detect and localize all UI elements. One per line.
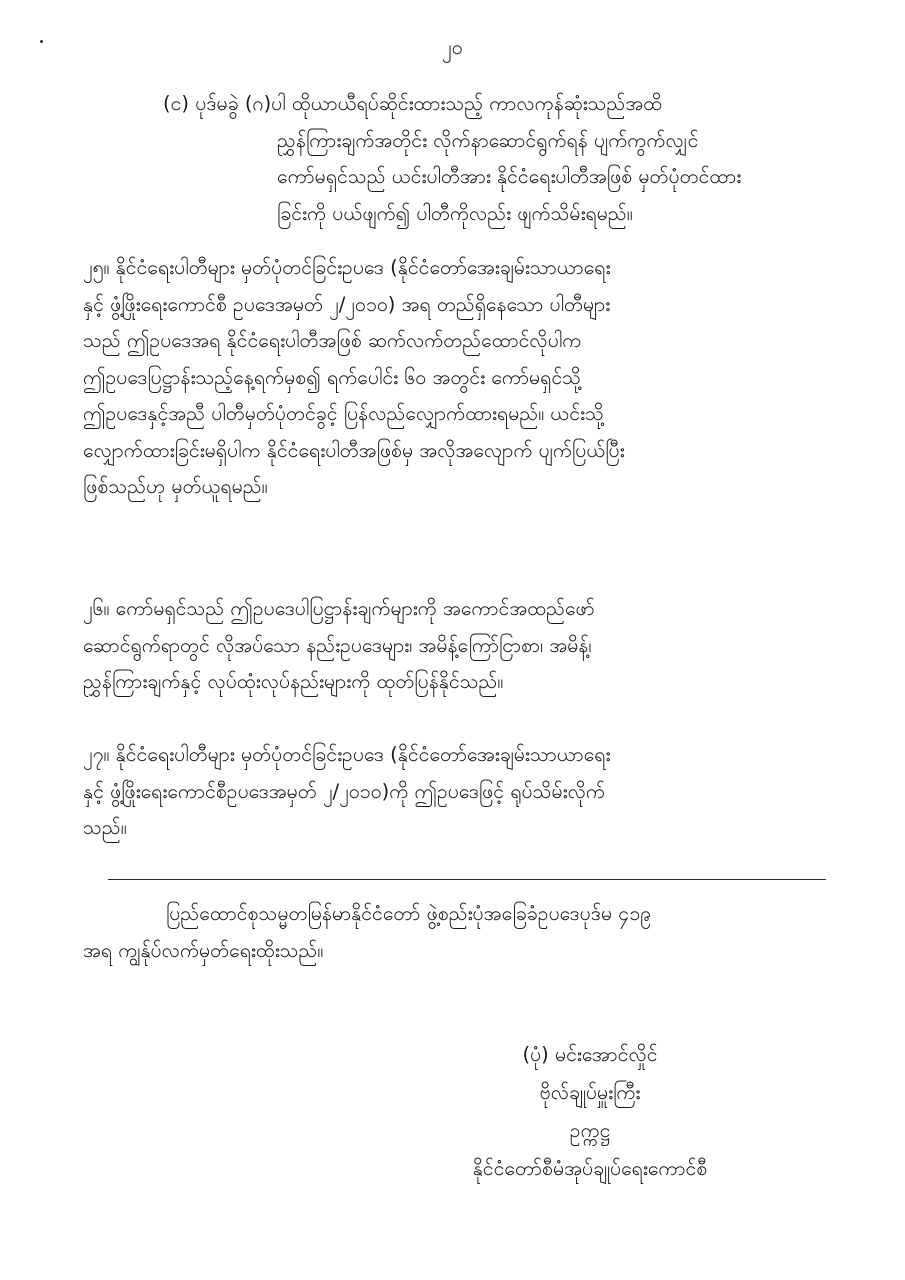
section-25-line-4: ဤဥပဒေပြဋ္ဌာန်းသည့်နေ့ရက်မှစ၍ ရက်ပေါင်း ၆၀ အတွင်း ကော်မရှင်သို့ xyxy=(83,365,582,389)
section-27-line-2: နှင့် ဖွံ့ဖြိုးရေးကောင်စီဥပဒေအမှတ် ၂/၂၀၁၀)ကို ဤဥပဒေဖြင့် ရုပ်သိမ်းလိုက် xyxy=(83,779,605,803)
section-25-line-6: လျှောက်ထားခြင်းမရှိပါက နိုင်ငံရေးပါတီအဖြစ်မှ အလိုအလျောက် ပျက်ပြယ်ပြီး xyxy=(83,438,625,462)
clause-c-line-3: ကော်မရှင်သည် ယင်းပါတီအား နိုင်ငံရေးပါတီအဖြစ် မှတ်ပုံတင်ထား xyxy=(277,165,742,188)
clause-c-line-1: (င) ပုဒ်မခွဲ (ဂ)ပါ ထိုယာယီရပ်ဆိုင်းထားသည့် ကာလကုန်ဆုံးသည်အထိ xyxy=(163,92,663,115)
section-27-line-3: သည်။ xyxy=(83,816,127,839)
clause-c-line-4: ခြင်းကို ပယ်ဖျက်၍ ပါတီကိုလည်း ဖျက်သိမ်းရမည်။ xyxy=(277,201,633,225)
signature-block xyxy=(440,1036,740,1188)
section-27 xyxy=(83,737,827,847)
clause-c xyxy=(83,86,827,232)
section-26-line-2: ဆောင်ရွက်ရာတွင် လိုအပ်သော နည်းဥပဒေများ၊ အမိန့်ကြော်ငြာစာ၊ အမိန့်၊ xyxy=(83,633,592,657)
section-25-line-5: ဤဥပဒေနှင့်အညီ ပါတီမှတ်ပုံတင်ခွင့် ပြန်လည်လျှောက်ထားရမည်။ ယင်းသို့ xyxy=(83,402,604,425)
section-27-line-1: ၂၇။ နိုင်ငံရေးပါတီများ မှတ်ပုံတင်ခြင်းဥပဒေ (နိုင်ငံတော်အေးချမ်းသာယာရေး xyxy=(83,743,611,766)
signatory-title: ဥက္ကဋ္ဌ xyxy=(569,1119,611,1142)
enactment-line-2: အရ ကျွန်ုပ်လက်မှတ်ရေးထိုးသည်။ xyxy=(83,938,324,962)
section-25-line-1: ၂၅။ နိုင်ငံရေးပါတီများ မှတ်ပုံတင်ခြင်းဥပဒေ (နိုင်ငံတော်အေးချမ်းသာယာရေး xyxy=(83,256,611,279)
signed-name: (ပုံ) မင်းအောင်လှိုင် xyxy=(522,1043,658,1066)
section-25-line-3: သည် ဤဥပဒေအရ နိုင်ငံရေးပါတီအဖြစ် ဆက်လက်တည်ထောင်လိုပါက xyxy=(83,329,582,352)
section-25 xyxy=(83,250,827,506)
section-26 xyxy=(83,591,827,701)
signatory-organization: နိုင်ငံတော်စီမံအုပ်ချုပ်ရေးကောင်စီ xyxy=(472,1157,708,1180)
enactment-line-1: ပြည်ထောင်စုသမ္မတမြန်မာနိုင်ငံတော် ဖွဲ့စည်းပုံအခြေခံဥပဒေပုဒ်မ ၄၁၉ xyxy=(166,902,652,925)
page-number: ၂၀ xyxy=(441,35,464,59)
enactment-statement xyxy=(83,896,827,969)
signatory-rank: ဗိုလ်ချုပ်မှူးကြီး xyxy=(539,1081,641,1104)
section-26-line-1: ၂၆။ ကော်မရှင်သည် ဤဥပဒေပါပြဋ္ဌာန်းချက်များကို အကောင်အထည်ဖော် xyxy=(83,597,595,620)
clause-c-line-2: ညွှန်ကြားချက်အတိုင်း လိုက်နာဆောင်ရွက်ရန် ပျက်ကွက်လျှင် xyxy=(277,128,699,152)
section-25-line-7: ဖြစ်သည်ဟု မှတ်ယူရမည်။ xyxy=(83,475,268,498)
section-26-line-3: ညွှန်ကြားချက်နှင့် လုပ်ထုံးလုပ်နည်းများကို ထုတ်ပြန်နိုင်သည်။ xyxy=(83,670,504,693)
section-divider xyxy=(108,879,826,880)
section-25-line-2: နှင့် ဖွံ့ဖြိုးရေးကောင်စီ ဥပဒေအမှတ် ၂/၂၀၁၀) အရ တည်ရှိနေသော ပါတီများ xyxy=(83,292,611,316)
